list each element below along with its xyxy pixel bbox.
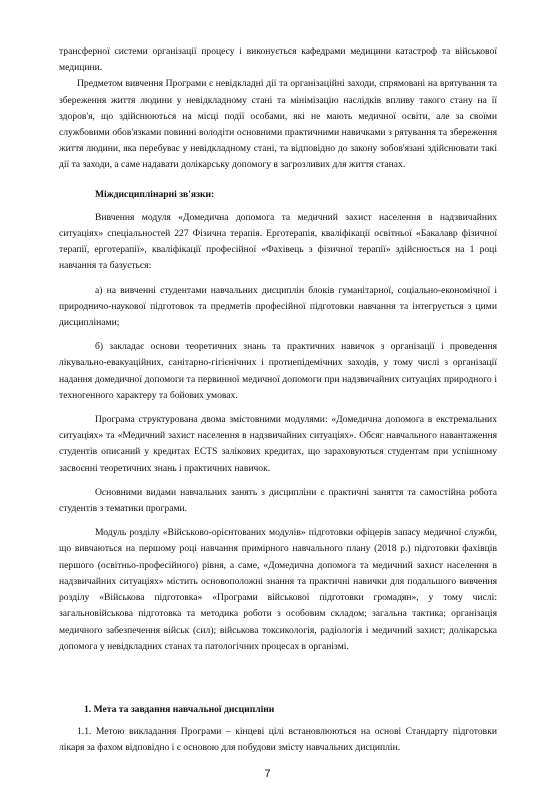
paragraph-goal: 1.1. Метою викладання Програми – кінцеві цілі встановлюються на основі Стандарту підготовки лікаря за фахом відповідно і є основою для побудови змісту навчальних дисциплін. — [59, 726, 497, 754]
paragraph-item-b: б) закладає основи теоретичних знань та практичних навичок з організації і проведення лікувально-евакуаційних, санітарно-гігієнічних і протиепідемічних заходів, у тому числі з організації надання домедичної допомоги та первинної медичної допомоги при надзвичайних ситуаціях природного і техногенного характеру та бойових умовах. — [59, 341, 497, 401]
paragraph-program-structure: Програма структурована двома змістовними модулями: «Домедична допомога в екстремальних ситуаціях» та «Медичний захист населення в надзвичайних ситуаціях». Обсяг навчального навантаження студентів описаний у кредитах ECTS залікових кредитах, що зараховуються студентам при успішному засвоєнні теоретичних знань і практичних навичок. — [59, 414, 497, 474]
section-title-goals: 1. Мета та завдання навчальної дисципліни — [84, 703, 275, 715]
section-heading-interdisciplinary: Міждисциплінарні зв'язки: — [95, 188, 215, 200]
paragraph-module-study: Вивчення модуля «Домедична допомога та медичний захист населення в надзвичайних ситуаціях» спеціальностей 227 Фізична терапія. Ерготерапія, кваліфікації освітньої «Бакалавр фізичної терапії, ерготерапії», кваліфікації професійної «Фахівець з фізичної терапії» здійснюється на 1 році навчання та базується: — [59, 211, 497, 272]
paragraph-class-types: Основними видами навчальних занять з дисципліни є практичні заняття та самостійна робота студентів з тематики програми. — [59, 486, 497, 515]
page-body — [59, 44, 497, 757]
paragraph-item-a: а) на вивченні студентами навчальних дисциплін блоків гуманітарної, соціально-економічної і природничо-наукової підготовок та предметів професійної підготовки навчання та інтегрується з цими дисциплінами; — [59, 284, 497, 329]
paragraph-military-module: Модуль розділу «Військово-орієнтованих модулів» підготовки офіцерів запасу медичної служби, що вивчаються на першому році навчання примірного навчального плану (2018 р.) підготовки фахівців першого (освітньо-професійного) рівня, а саме, «Домедична допомога та медичний захист населення в надзвичайних ситуаціях» містить основоположні знання та практичні навички для подальшого вивчення розділу «Військова підготовка» «Програми військової підготовки громадян», у тому числі: загальновійськова підготовка та методика роботи з особовим складом; загальна тактика; організація медичного забезпечення військ (сил); військова токсикологія, радіологія і медичний захист; долікарська допомога у невідкладних станах та патологічних процесах в організмі. — [59, 527, 497, 652]
paragraph-subject: Предметом вивчення Програми є невідкладні дії та організаційні заходи, спрямовані на врятування та збереження життя людини у невідкладному стані та мінімізацію наслідків впливу такого стану на її здоров'я, що здійснюються на місці події особами, які не мають медичної освіти, але за своїми службовими обов'язками повинні володіти основними практичними навичками з рятування та збереження життя людини, яка перебуває у невідкладному стані, та відповідно до закону зобов'язані здійснювати такі дії та заходи, а саме надавати долікарську допомогу в загрозливих для життя станах. — [59, 78, 497, 171]
page-number: 7 — [264, 768, 271, 780]
paragraph-intro-continuation: трансферної системи організації процесу і виконується кафедрами медицини катастроф та військової медицини. — [59, 46, 497, 74]
